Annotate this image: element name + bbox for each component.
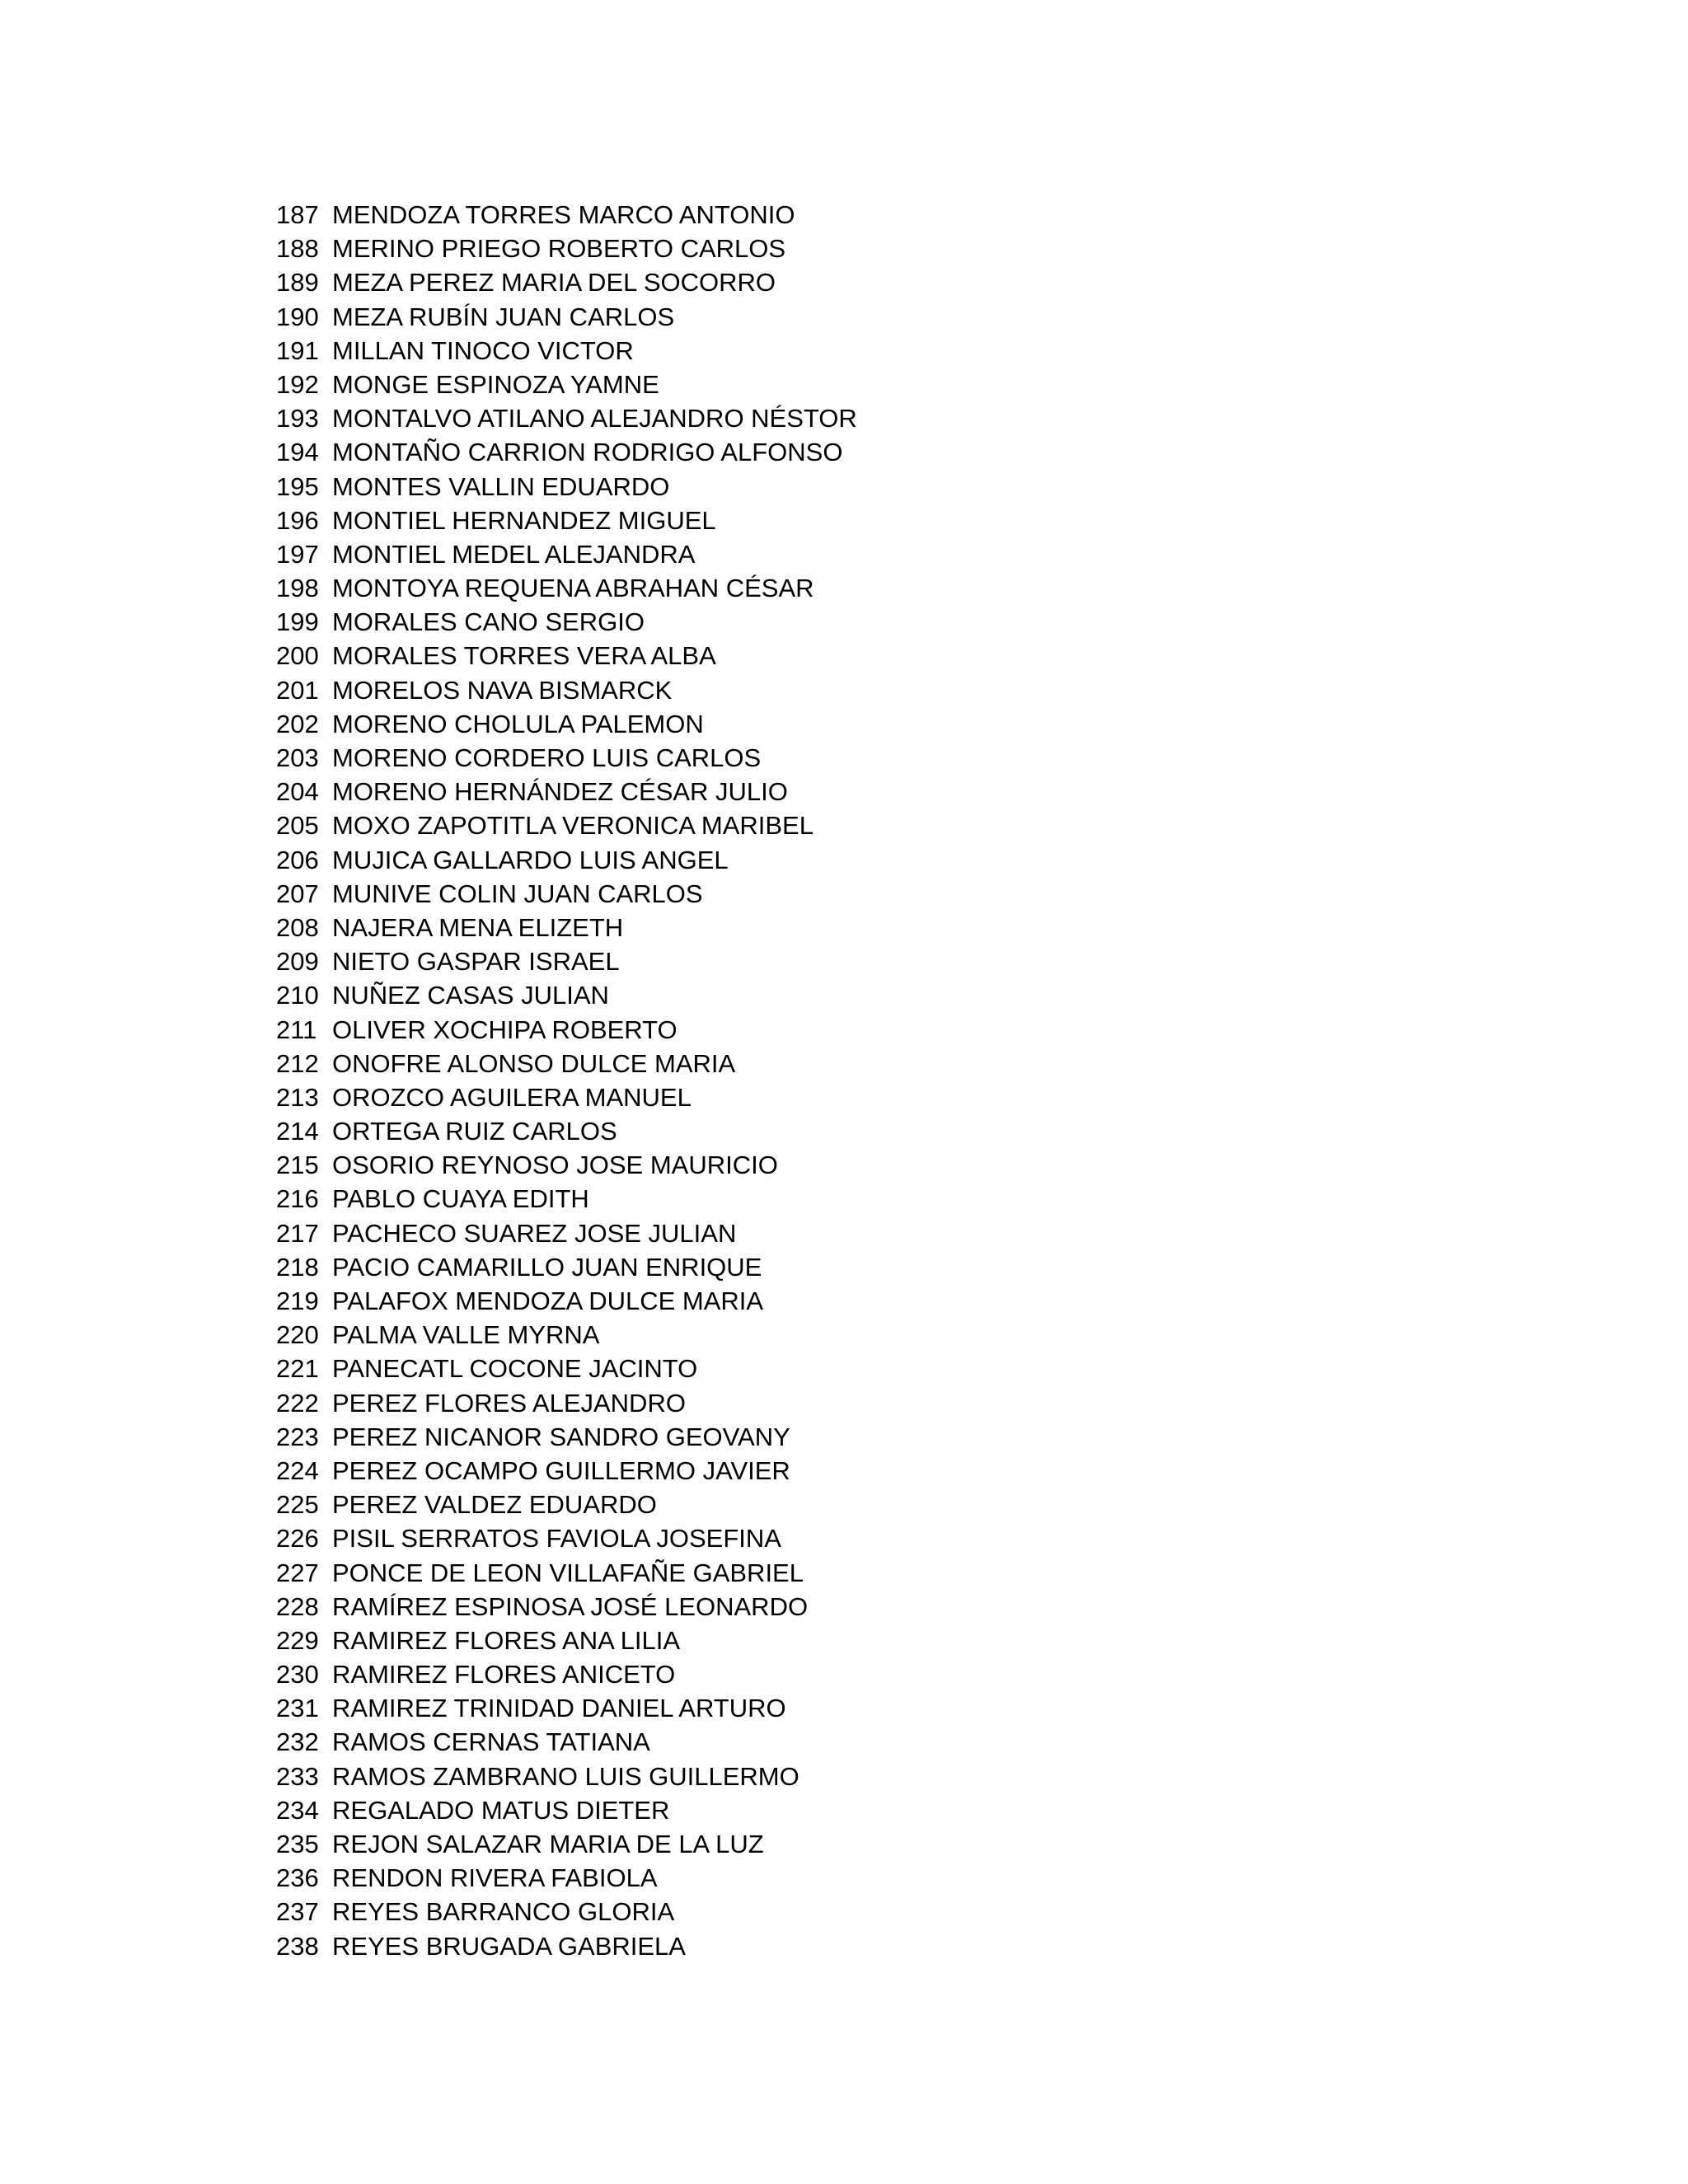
list-item [276, 1318, 857, 1352]
list-item [276, 1488, 857, 1521]
list-item [276, 1725, 857, 1759]
list-item [276, 537, 857, 571]
row-number: 234 [276, 1795, 319, 1825]
row-name: RAMOS CERNAS TATIANA [332, 1727, 650, 1757]
row-number: 210 [276, 981, 319, 1010]
row-number: 225 [276, 1490, 319, 1520]
row-number: 217 [276, 1218, 319, 1248]
row-number: 231 [276, 1694, 319, 1723]
list-item [276, 1352, 857, 1385]
list-item [276, 1080, 857, 1114]
row-name: PEREZ VALDEZ EDUARDO [332, 1490, 657, 1520]
row-number: 212 [276, 1048, 319, 1078]
row-number: 203 [276, 743, 319, 772]
list-item [276, 1148, 857, 1182]
row-name: MORELOS NAVA BISMARCK [332, 675, 673, 705]
list-item [276, 1047, 857, 1080]
row-number: 199 [276, 607, 319, 637]
row-name: ONOFRE ALONSO DULCE MARIA [332, 1048, 736, 1078]
list-item [276, 843, 857, 877]
row-name: PEREZ FLORES ALEJANDRO [332, 1388, 686, 1418]
row-name: PALMA VALLE MYRNA [332, 1320, 600, 1350]
row-name: OSORIO REYNOSO JOSE MAURICIO [332, 1151, 778, 1180]
row-name: PISIL SERRATOS FAVIOLA JOSEFINA [332, 1524, 781, 1554]
list-item [276, 1182, 857, 1216]
row-name: MONTES VALLIN EDUARDO [332, 471, 670, 501]
row-name: MORALES TORRES VERA ALBA [332, 641, 716, 671]
row-number: 196 [276, 505, 319, 535]
row-name: RAMIREZ FLORES ANICETO [332, 1660, 676, 1690]
list-item [276, 368, 857, 401]
row-number: 237 [276, 1897, 319, 1927]
row-number: 224 [276, 1455, 319, 1485]
list-item [276, 1827, 857, 1861]
row-number: 209 [276, 947, 319, 977]
name-list [276, 198, 857, 1963]
row-name: PACHECO SUAREZ JOSE JULIAN [332, 1218, 737, 1248]
list-item [276, 1657, 857, 1691]
list-item [276, 978, 857, 1012]
row-name: REYES BRUGADA GABRIELA [332, 1931, 686, 1961]
list-item [276, 1691, 857, 1725]
list-item [276, 1760, 857, 1793]
row-name: PACIO CAMARILLO JUAN ENRIQUE [332, 1252, 762, 1282]
row-name: MERINO PRIEGO ROBERTO CARLOS [332, 234, 786, 264]
list-item [276, 1420, 857, 1454]
row-name: MONTALVO ATILANO ALEJANDRO NÉSTOR [332, 404, 857, 434]
row-number: 222 [276, 1388, 319, 1418]
list-item [276, 741, 857, 775]
list-item [276, 1590, 857, 1624]
list-item [276, 334, 857, 368]
list-item [276, 1284, 857, 1318]
row-number: 233 [276, 1761, 319, 1791]
row-name: PEREZ OCAMPO GUILLERMO JAVIER [332, 1455, 790, 1485]
row-name: RENDON RIVERA FABIOLA [332, 1863, 658, 1893]
row-name: MORENO HERNÁNDEZ CÉSAR JULIO [332, 777, 788, 807]
list-item [276, 504, 857, 537]
row-number: 207 [276, 879, 319, 908]
row-number: 193 [276, 404, 319, 434]
list-item [276, 470, 857, 504]
row-number: 230 [276, 1660, 319, 1690]
row-name: PALAFOX MENDOZA DULCE MARIA [332, 1286, 764, 1315]
row-name: RAMÍREZ ESPINOSA JOSÉ LEONARDO [332, 1591, 809, 1621]
list-item [276, 605, 857, 639]
row-number: 238 [276, 1931, 319, 1961]
list-item [276, 1624, 857, 1657]
row-name: MORALES CANO SERGIO [332, 607, 645, 637]
list-item [276, 1013, 857, 1047]
list-item [276, 877, 857, 911]
list-item [276, 401, 857, 435]
row-number: 211 [276, 1015, 317, 1044]
row-number: 188 [276, 234, 319, 264]
row-name: REGALADO MATUS DIETER [332, 1795, 670, 1825]
list-item [276, 1114, 857, 1148]
row-name: NAJERA MENA ELIZETH [332, 912, 624, 942]
row-number: 236 [276, 1863, 319, 1893]
list-item [276, 1556, 857, 1590]
list-item [276, 232, 857, 265]
row-number: 218 [276, 1252, 319, 1282]
list-item [276, 1216, 857, 1250]
row-name: MONTIEL HERNANDEZ MIGUEL [332, 505, 716, 535]
list-item [276, 1454, 857, 1488]
list-item [276, 808, 857, 842]
row-name: REJON SALAZAR MARIA DE LA LUZ [332, 1830, 764, 1858]
row-number: 229 [276, 1625, 319, 1655]
row-number: 202 [276, 709, 319, 738]
row-number: 189 [276, 268, 319, 298]
row-name: PABLO CUAYA EDITH [332, 1184, 589, 1214]
row-name: MORENO CORDERO LUIS CARLOS [332, 743, 762, 772]
row-number: 198 [276, 574, 319, 603]
row-name: ORTEGA RUIZ CARLOS [332, 1117, 617, 1146]
row-name: MEZA RUBÍN JUAN CARLOS [332, 302, 675, 331]
list-item [276, 673, 857, 707]
row-number: 227 [276, 1558, 319, 1587]
row-name: REYES BARRANCO GLORIA [332, 1897, 675, 1927]
list-item [276, 198, 857, 232]
row-name: MONGE ESPINOZA YAMNE [332, 369, 659, 399]
row-number: 190 [276, 302, 319, 331]
row-number: 235 [276, 1830, 319, 1858]
row-name: MUJICA GALLARDO LUIS ANGEL [332, 845, 729, 874]
row-number: 200 [276, 641, 319, 671]
row-number: 208 [276, 912, 319, 942]
list-item [276, 1793, 857, 1827]
row-number: 220 [276, 1320, 319, 1350]
row-number: 201 [276, 675, 319, 705]
row-number: 214 [276, 1117, 319, 1146]
list-item [276, 775, 857, 808]
row-number: 215 [276, 1151, 319, 1180]
row-name: MONTOYA REQUENA ABRAHAN CÉSAR [332, 574, 814, 603]
list-item [276, 1250, 857, 1284]
row-name: MONTIEL MEDEL ALEJANDRA [332, 539, 696, 569]
list-item [276, 639, 857, 673]
row-number: 216 [276, 1184, 319, 1214]
row-name: MENDOZA TORRES MARCO ANTONIO [332, 200, 795, 229]
row-name: RAMOS ZAMBRANO LUIS GUILLERMO [332, 1761, 799, 1791]
row-number: 195 [276, 471, 319, 501]
row-name: PANECATL COCONE JACINTO [332, 1354, 698, 1384]
list-item [276, 944, 857, 978]
row-number: 213 [276, 1082, 319, 1112]
row-number: 228 [276, 1591, 319, 1621]
row-number: 219 [276, 1286, 319, 1315]
list-item [276, 1929, 857, 1963]
row-name: PEREZ NICANOR SANDRO GEOVANY [332, 1422, 790, 1451]
row-name: MORENO CHOLULA PALEMON [332, 709, 704, 738]
list-item [276, 1386, 857, 1420]
row-name: RAMIREZ TRINIDAD DANIEL ARTURO [332, 1694, 786, 1723]
row-number: 204 [276, 777, 319, 807]
row-number: 221 [276, 1354, 319, 1384]
row-name: NUÑEZ CASAS JULIAN [332, 981, 609, 1010]
list-item [276, 1861, 857, 1895]
row-name: MONTAÑO CARRION RODRIGO ALFONSO [332, 438, 843, 467]
row-name: PONCE DE LEON VILLAFAÑE GABRIEL [332, 1558, 804, 1587]
list-item [276, 571, 857, 605]
list-item [276, 911, 857, 944]
row-name: OROZCO AGUILERA MANUEL [332, 1082, 692, 1112]
list-item [276, 265, 857, 299]
row-name: MOXO ZAPOTITLA VERONICA MARIBEL [332, 811, 814, 841]
list-item [276, 1895, 857, 1929]
row-name: MUNIVE COLIN JUAN CARLOS [332, 879, 703, 908]
row-number: 192 [276, 369, 319, 399]
row-number: 223 [276, 1422, 319, 1451]
row-name: MEZA PEREZ MARIA DEL SOCORRO [332, 268, 776, 298]
list-item [276, 435, 857, 469]
row-name: MILLAN TINOCO VICTOR [332, 335, 634, 365]
row-number: 206 [276, 845, 319, 874]
row-number: 191 [276, 335, 319, 365]
row-name: RAMIREZ FLORES ANA LILIA [332, 1625, 681, 1655]
row-name: OLIVER XOCHIPA ROBERTO [332, 1015, 678, 1044]
row-number: 194 [276, 438, 319, 467]
list-item [276, 1521, 857, 1555]
row-number: 232 [276, 1727, 319, 1757]
row-number: 197 [276, 539, 319, 569]
row-number: 226 [276, 1524, 319, 1554]
row-name: NIETO GASPAR ISRAEL [332, 947, 620, 977]
row-number: 205 [276, 811, 319, 841]
list-item [276, 300, 857, 334]
row-number: 187 [276, 200, 319, 229]
list-item [276, 707, 857, 741]
